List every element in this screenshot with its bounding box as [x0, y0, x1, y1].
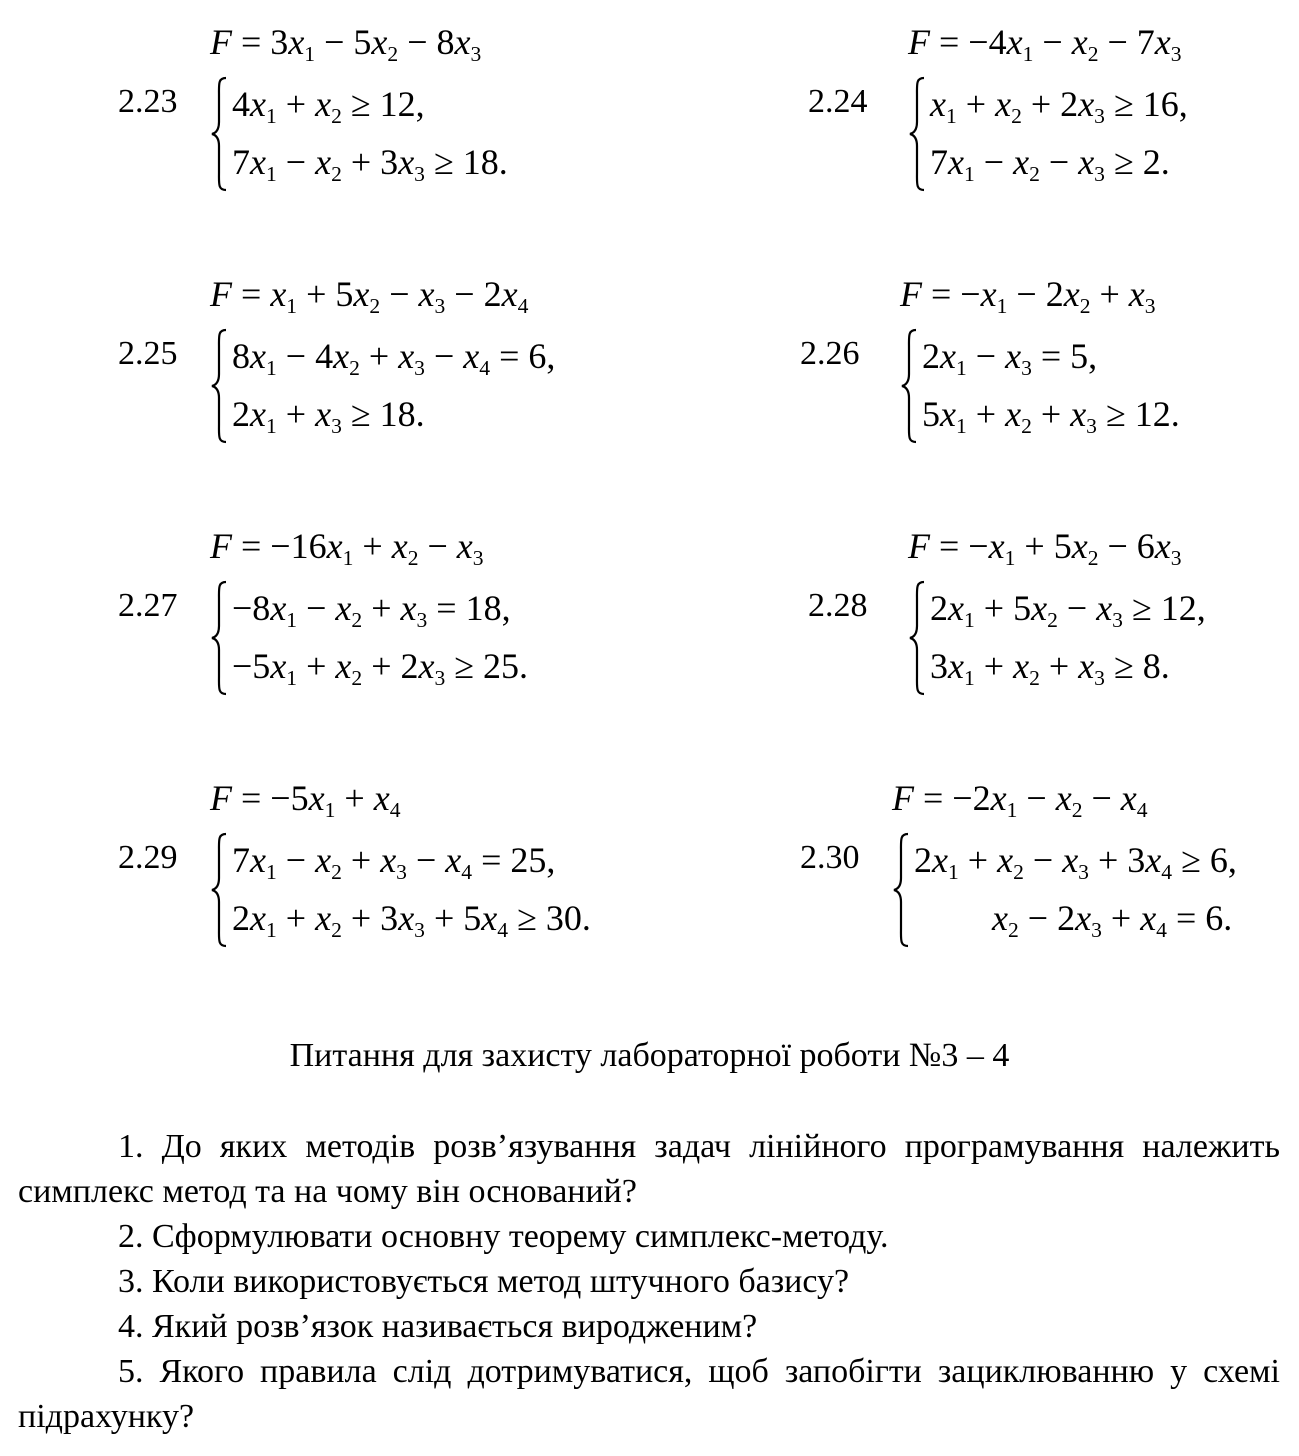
- constraint-1: $2x_1 + 5x_2 - x_3 \ge 12$,: [930, 588, 1206, 632]
- objective-function: $F = -x_1 - 2x_2 + x_3$: [900, 274, 1156, 318]
- left-brace-icon: [210, 580, 230, 696]
- problem-2-23: [118, 0, 718, 210]
- objective-function: $F = -4x_1 - x_2 - 7x_3$: [908, 22, 1182, 66]
- constraint-1: $8x_1 - 4x_2 + x_3 - x_4 = 6$,: [232, 336, 556, 380]
- left-brace-icon: [892, 832, 912, 948]
- problem-2-29: [118, 756, 718, 966]
- constraint-2: $7x_1 - x_2 - x_3 \ge 2$.: [930, 142, 1170, 186]
- question-2: 2. Сформулювати основну теорему симплекс-методу.: [118, 1218, 889, 1255]
- left-brace-icon: [210, 76, 230, 192]
- left-brace-icon: [210, 832, 230, 948]
- constraint-1: $2x_1 + x_2 - x_3 + 3x_4 \ge 6$,: [914, 840, 1237, 884]
- objective-function: $F = 3x_1 - 5x_2 - 8x_3$: [210, 22, 482, 66]
- constraint-2: $3x_1 + x_2 + x_3 \ge 8$.: [930, 646, 1170, 690]
- constraint-2: $-5x_1 + x_2 + 2x_3 \ge 25$.: [232, 646, 529, 690]
- left-brace-icon: [900, 328, 920, 444]
- left-brace-icon: [210, 328, 230, 444]
- left-brace-icon: [908, 76, 928, 192]
- question-1: 1. До яких методів розв’язування задач лінійного програмування належить симплекс метод та на чому він оснований?: [18, 1128, 1280, 1210]
- constraint-2: $x_2 - 2x_3 + x_4 = 6$.: [992, 898, 1233, 942]
- objective-function: $F = -5x_1 + x_4$: [210, 778, 401, 822]
- constraint-1: $4x_1 + x_2 \ge 12$,: [232, 84, 425, 128]
- constraint-2: $2x_1 + x_2 + 3x_3 + 5x_4 \ge 30$.: [232, 898, 591, 942]
- problem-number: 2.23: [118, 83, 178, 120]
- question-5: 5. Якого правила слід дотримуватися, щоб запобігти зациклюванню у схемі підрахунку?: [18, 1353, 1280, 1435]
- section-heading: Питання для захисту лабораторної роботи №3 – 4: [289, 1037, 1010, 1074]
- constraint-1: $x_1 + x_2 + 2x_3 \ge 16$,: [930, 84, 1188, 128]
- problem-number: 2.28: [808, 587, 868, 624]
- objective-function: $F = -x_1 + 5x_2 - 6x_3$: [908, 526, 1182, 570]
- constraint-2: $5x_1 + x_2 + x_3 \ge 12$.: [922, 394, 1180, 438]
- problem-number: 2.29: [118, 839, 178, 876]
- problem-2-24: [808, 0, 1299, 210]
- constraint-2: $7x_1 - x_2 + 3x_3 \ge 18$.: [232, 142, 508, 186]
- problem-2-27: [118, 504, 718, 714]
- problem-2-25: [118, 252, 718, 462]
- problem-2-28: [808, 504, 1299, 714]
- problem-2-26: [800, 252, 1299, 462]
- objective-function: $F = x_1 + 5x_2 - x_3 - 2x_4$: [210, 274, 529, 318]
- problem-number: 2.26: [800, 335, 860, 372]
- constraint-1: $-8x_1 - x_2 + x_3 = 18$,: [232, 588, 511, 632]
- problem-2-30: [800, 756, 1280, 966]
- question-3: 3. Коли використовується метод штучного базису?: [118, 1263, 850, 1300]
- constraint-1: $7x_1 - x_2 + x_3 - x_4 = 25$,: [232, 840, 556, 884]
- left-brace-icon: [908, 580, 928, 696]
- problem-number: 2.27: [118, 587, 178, 624]
- constraint-2: $2x_1 + x_3 \ge 18$.: [232, 394, 425, 438]
- question-4: 4. Який розв’язок називається виродженим?: [118, 1308, 758, 1345]
- objective-function: $F = -2x_1 - x_2 - x_4$: [892, 778, 1148, 822]
- constraint-1: $2x_1 - x_3 = 5$,: [922, 336, 1098, 380]
- problem-number: 2.30: [800, 839, 860, 876]
- problem-number: 2.24: [808, 83, 868, 120]
- question-list: [18, 1124, 1280, 1439]
- objective-function: $F = -16x_1 + x_2 - x_3$: [210, 526, 484, 570]
- problem-number: 2.25: [118, 335, 178, 372]
